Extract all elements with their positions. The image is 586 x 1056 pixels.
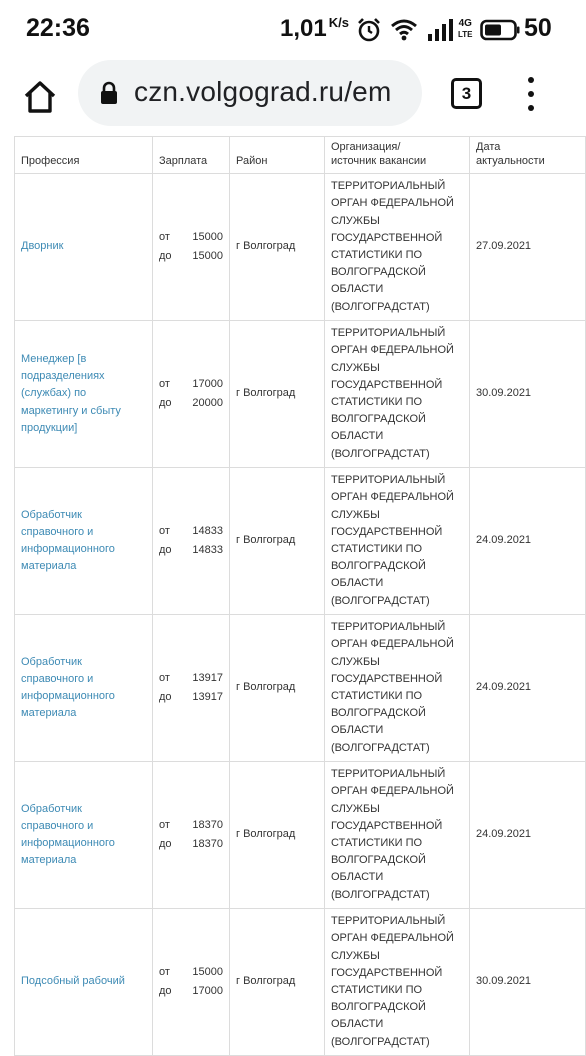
organization-cell: ТЕРРИТОРИАЛЬНЫЙ ОРГАН ФЕДЕРАЛЬНОЙ СЛУЖБЫ ГОСУДАРСТВЕННОЙ СТАТИСТИКИ ПО ВОЛГОГРАДСКОЙ ОБЛАСТИ (ВОЛГОГРАДСТАТ) <box>325 762 470 909</box>
profession-cell <box>15 174 153 321</box>
lock-icon <box>100 81 118 110</box>
salary-to: 15000 <box>192 249 223 262</box>
status-bar <box>0 0 569 60</box>
date-cell: 27.09.2021 <box>470 174 586 321</box>
network-speed <box>280 15 349 43</box>
table-row <box>15 174 586 321</box>
signal-strength-icon <box>428 19 454 46</box>
salary-to: 13917 <box>192 690 223 703</box>
profession-link[interactable]: Дворник <box>21 240 64 253</box>
salary-to-label: до <box>159 690 172 703</box>
page-content[interactable] <box>0 136 569 1048</box>
alarm-icon <box>356 17 382 48</box>
table-row <box>15 909 586 1056</box>
salary-from-label: от <box>159 966 170 979</box>
table-row <box>15 321 586 468</box>
profession-link[interactable]: Обработчик справочного и информационного материала <box>21 655 115 720</box>
date-cell: 24.09.2021 <box>470 468 586 615</box>
salary-cell <box>153 468 230 615</box>
profession-link[interactable]: Обработчик справочного и информационного материала <box>21 802 115 867</box>
district-cell: г Волгоград <box>230 909 325 1056</box>
url-bar[interactable] <box>78 60 422 126</box>
salary-from: 15000 <box>192 231 223 244</box>
home-button[interactable] <box>18 75 62 119</box>
district-cell: г Волгоград <box>230 321 325 468</box>
salary-to-label: до <box>159 984 172 997</box>
salary-cell <box>153 321 230 468</box>
header-district: Район <box>230 137 325 174</box>
salary-to-label: до <box>159 837 172 850</box>
network-speed-value: 1,01 <box>280 15 327 42</box>
salary-cell <box>153 909 230 1056</box>
salary-from-label: от <box>159 231 170 244</box>
organization-cell: ТЕРРИТОРИАЛЬНЫЙ ОРГАН ФЕДЕРАЛЬНОЙ СЛУЖБЫ ГОСУДАРСТВЕННОЙ СТАТИСТИКИ ПО ВОЛГОГРАДСКОЙ ОБЛАСТИ (ВОЛГОГРАДСТАТ) <box>325 468 470 615</box>
salary-cell <box>153 174 230 321</box>
salary-to: 17000 <box>192 984 223 997</box>
salary-to-label: до <box>159 249 172 262</box>
menu-dot-icon <box>528 77 534 83</box>
tab-switcher-button[interactable]: 3 <box>451 78 482 109</box>
profession-cell <box>15 762 153 909</box>
profession-cell <box>15 468 153 615</box>
browser-toolbar <box>0 60 569 136</box>
salary-from: 18370 <box>192 819 223 832</box>
salary-from: 13917 <box>192 672 223 685</box>
url-text: czn.volgograd.ru/em <box>134 76 392 107</box>
profession-link[interactable]: Обработчик справочного и информационного материала <box>21 508 115 573</box>
table-header-row <box>15 137 586 174</box>
organization-cell: ТЕРРИТОРИАЛЬНЫЙ ОРГАН ФЕДЕРАЛЬНОЙ СЛУЖБЫ ГОСУДАРСТВЕННОЙ СТАТИСТИКИ ПО ВОЛГОГРАДСКОЙ ОБЛАСТИ (ВОЛГОГРАДСТАТ) <box>325 615 470 762</box>
organization-cell: ТЕРРИТОРИАЛЬНЫЙ ОРГАН ФЕДЕРАЛЬНОЙ СЛУЖБЫ ГОСУДАРСТВЕННОЙ СТАТИСТИКИ ПО ВОЛГОГРАДСКОЙ ОБЛАСТИ (ВОЛГОГРАДСТАТ) <box>325 321 470 468</box>
header-salary: Зарплата <box>153 137 230 174</box>
vacancies-table <box>14 136 586 1056</box>
profession-cell <box>15 321 153 468</box>
table-row <box>15 468 586 615</box>
menu-dot-icon <box>528 105 534 111</box>
date-cell: 24.09.2021 <box>470 615 586 762</box>
salary-from-label: от <box>159 378 170 391</box>
battery-icon <box>480 19 520 46</box>
header-organization: Организация/ источник вакансии <box>325 137 470 174</box>
date-cell: 30.09.2021 <box>470 321 586 468</box>
table-row <box>15 762 586 909</box>
more-menu-button[interactable] <box>518 74 544 114</box>
organization-cell: ТЕРРИТОРИАЛЬНЫЙ ОРГАН ФЕДЕРАЛЬНОЙ СЛУЖБЫ ГОСУДАРСТВЕННОЙ СТАТИСТИКИ ПО ВОЛГОГРАДСКОЙ ОБЛАСТИ (ВОЛГОГРАДСТАТ) <box>325 174 470 321</box>
salary-cell <box>153 762 230 909</box>
district-cell: г Волгоград <box>230 468 325 615</box>
wifi-icon <box>390 18 418 47</box>
home-icon <box>23 80 57 114</box>
menu-dot-icon <box>528 91 534 97</box>
status-time: 22:36 <box>26 14 90 42</box>
salary-to-label: до <box>159 396 172 409</box>
profession-cell <box>15 909 153 1056</box>
salary-to-label: до <box>159 543 172 556</box>
header-date: Дата актуальности <box>470 137 586 174</box>
salary-from: 14833 <box>192 525 223 538</box>
profession-link[interactable]: Менеджер [в подразделениях (службах) по маркетингу и сбыту продукции] <box>21 352 121 434</box>
salary-to: 20000 <box>192 396 223 409</box>
salary-cell <box>153 615 230 762</box>
date-cell: 30.09.2021 <box>470 909 586 1056</box>
network-speed-unit: K/s <box>328 15 349 30</box>
salary-from-label: от <box>159 672 170 685</box>
profession-cell <box>15 615 153 762</box>
header-profession: Профессия <box>15 137 153 174</box>
district-cell: г Волгоград <box>230 174 325 321</box>
salary-from: 15000 <box>192 966 223 979</box>
date-cell: 24.09.2021 <box>470 762 586 909</box>
network-type-label: 4G LTE <box>458 18 473 39</box>
salary-from-label: от <box>159 819 170 832</box>
salary-to: 18370 <box>192 837 223 850</box>
organization-cell: ТЕРРИТОРИАЛЬНЫЙ ОРГАН ФЕДЕРАЛЬНОЙ СЛУЖБЫ ГОСУДАРСТВЕННОЙ СТАТИСТИКИ ПО ВОЛГОГРАДСКОЙ ОБЛАСТИ (ВОЛГОГРАДСТАТ) <box>325 909 470 1056</box>
district-cell: г Волгоград <box>230 762 325 909</box>
salary-from-label: от <box>159 525 170 538</box>
district-cell: г Волгоград <box>230 615 325 762</box>
profession-link[interactable]: Подсобный рабочий <box>21 975 125 988</box>
salary-from: 17000 <box>192 378 223 391</box>
battery-level: 50 <box>524 14 552 42</box>
table-row <box>15 615 586 762</box>
salary-to: 14833 <box>192 543 223 556</box>
